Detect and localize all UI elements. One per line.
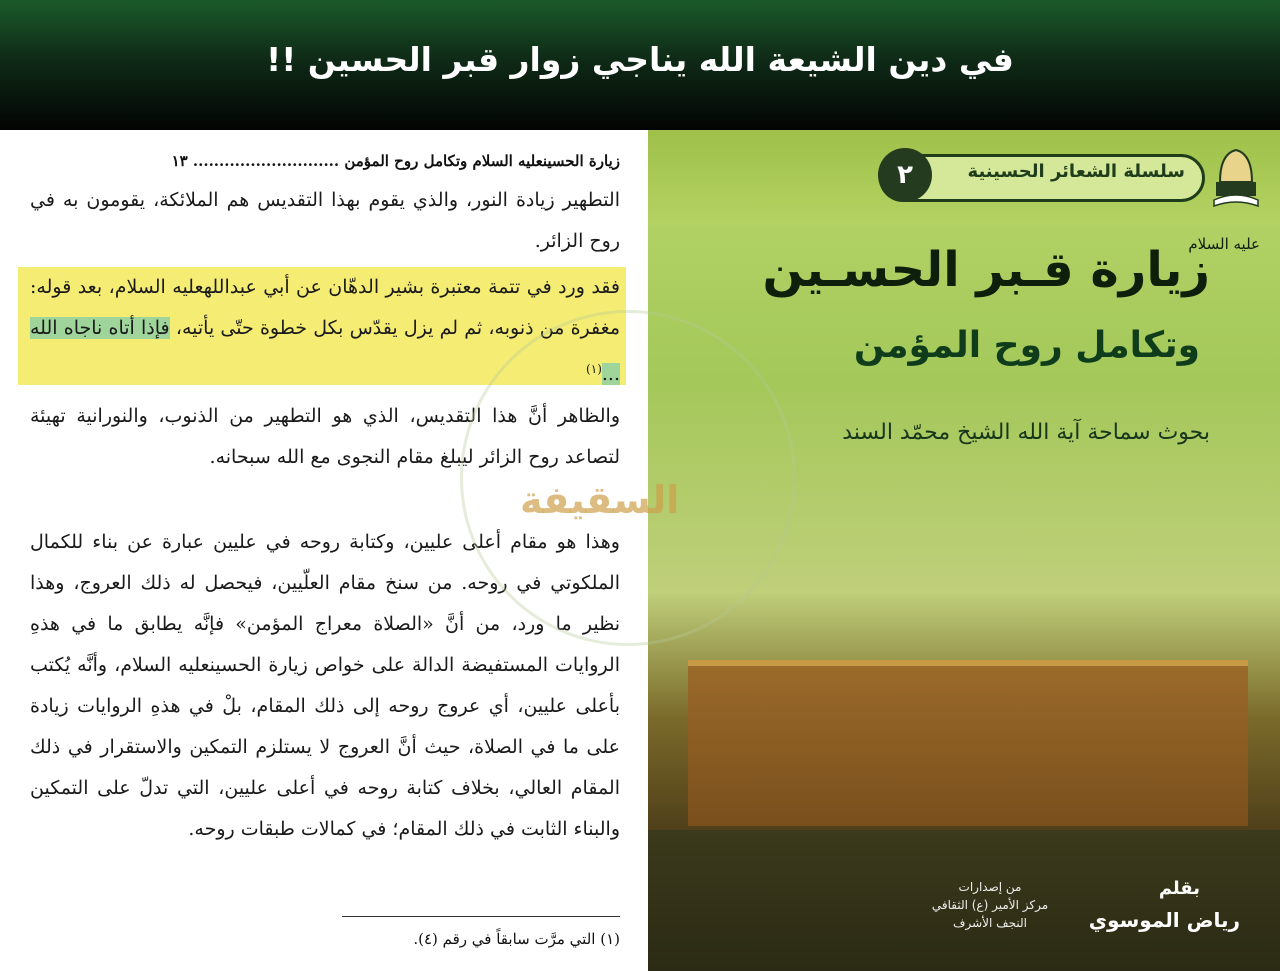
- banner-title: في دين الشيعة الله يناجي زوار قبر الحسين !!: [266, 40, 1014, 79]
- publisher-line-3: النجف الأشرف: [953, 916, 1027, 930]
- publisher-line-2: مركز الأمير (ع) الثقافي: [931, 898, 1049, 912]
- shrine-image: [688, 660, 1248, 826]
- pen-name: رياض الموسوي: [1088, 908, 1240, 932]
- watermark-logo: السقيفة: [520, 478, 680, 522]
- footnote-separator: [342, 916, 620, 917]
- paragraph-2-text: فقد ورد في تتمة معتبرة بشير الدهّان عن أبي عبداللهعليه السلام، بعد قوله: مغفرة من ذنوبه، ثم لم يزل يقدّس بكل خطوة حتّى يأتيه،: [30, 276, 620, 339]
- footnote: (١) التي مرَّت سابقاً في رقم (٤).: [413, 930, 620, 948]
- series-name: سلسلة الشعائر الحسينية: [967, 161, 1185, 182]
- paragraph-3: والظاهر أنَّ هذا التقديس، الذي هو التطهير من الذنوب، والنورانية تهيئة لتصاعد روح الزائر ليبلغ مقام النجوى مع الله سبحانه.: [30, 405, 620, 468]
- paragraph-1: التطهير زيادة النور، والذي يقوم بهذا التقديس هم الملائكة، يقومون به في روح الزائر.: [30, 189, 620, 252]
- cover-subtitle: وتكامل روح المؤمن: [853, 325, 1200, 366]
- cover-title: زيارة قـبر الحسـين: [762, 242, 1210, 298]
- shrine-dome-icon: [1210, 142, 1262, 212]
- cover-author-line: بحوث سماحة آية الله الشيخ محمّد السند: [842, 420, 1210, 445]
- publisher-line-1: من إصدارات: [958, 880, 1022, 894]
- page-header: زيارة الحسينعليه السلام وتكامل روح المؤمن ............................ ١٣: [171, 152, 620, 170]
- footnote-ref: (١): [586, 362, 602, 376]
- top-banner: [0, 0, 1280, 130]
- series-number: ٢: [878, 148, 932, 202]
- cover-title-honorific: عليه السلام: [1188, 235, 1260, 253]
- pen-label: بقلم: [1158, 878, 1200, 899]
- green-highlight-text: فإذا أتاه ناجاه الله ...: [30, 317, 620, 386]
- paragraph-4: وهذا هو مقام أعلى عليين، وكتابة روحه في عليين عبارة عن بناء للكمال الملكوتي في روحه. من سنخ مقام العلّيين، فيحصل له ذلك العروج، وهذا نظير ما ورد، من أنَّ «الصلاة معراج المؤمن» فإنَّه يطابق ما في هذهِ الروايات المستفيضة الدالة على خواص زيارة الحسينعليه السلام، وأنَّه يُكتب بأعلى عليين، أي عروج روحه إلى ذلك المقام، بلْ في هذهِ الروايات زيادة على ما في الصلاة، حيث أنَّ العروج لا يستلزم التمكين والاستقرار في ذلك المقام العالي، بخلاف كتابة روحه في أعلى عليين، التي تدلّ على التمكين والبناء الثابت في ذلك المقام؛ في كمالات طبقات روحه.: [30, 531, 620, 840]
